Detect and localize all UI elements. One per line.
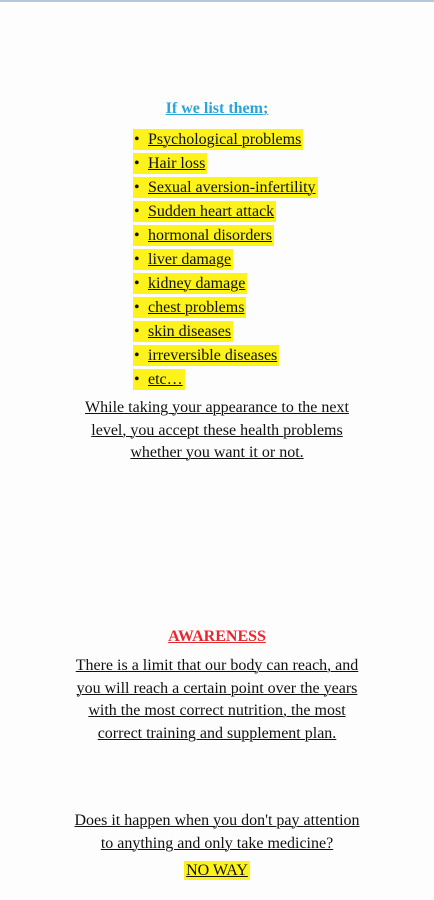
- bullet-icon: •: [134, 347, 140, 364]
- list-item: [133, 176, 318, 200]
- list-item-text: Sexual aversion-infertility: [148, 179, 316, 196]
- health-problems-list: [133, 128, 318, 392]
- list-item-highlight: [133, 345, 279, 366]
- list-item-highlight: [133, 369, 185, 390]
- list-item: [133, 272, 318, 296]
- bullet-icon: •: [134, 227, 140, 244]
- paragraph-line-text: correct training and supplement plan.: [97, 724, 337, 742]
- list-item: [133, 200, 318, 224]
- bullet-icon: •: [134, 179, 140, 196]
- list-item: [133, 152, 318, 176]
- paragraph-line: [0, 833, 434, 856]
- question-paragraph: [0, 810, 434, 855]
- list-item-text: kidney damage: [148, 275, 246, 292]
- list-item-text: Sudden heart attack: [148, 203, 275, 220]
- bullet-icon: •: [134, 371, 140, 388]
- list-item-highlight: [133, 249, 233, 270]
- list-item-text: etc…: [148, 371, 183, 388]
- list-item-highlight: [133, 225, 274, 246]
- list-item: [133, 248, 318, 272]
- bullet-icon: •: [134, 155, 140, 172]
- paragraph-line: [0, 678, 434, 701]
- list-item-text: skin diseases: [148, 323, 232, 340]
- list-item-highlight: [133, 201, 276, 222]
- paragraph-line: [0, 700, 434, 723]
- awareness-paragraph: [0, 655, 434, 745]
- list-item-text: Hair loss: [148, 155, 206, 172]
- bullet-icon: •: [134, 203, 140, 220]
- list-item-highlight: [133, 297, 246, 318]
- list-item-highlight: [133, 321, 233, 342]
- bullet-icon: •: [134, 299, 140, 316]
- list-item-text: Psychological problems: [148, 131, 302, 148]
- list-item-text: hormonal disorders: [148, 227, 272, 244]
- warning-paragraph: [0, 397, 434, 465]
- paragraph-line-text: Does it happen when you don't pay attention: [74, 812, 360, 829]
- paragraph-line: [0, 442, 434, 465]
- paragraph-line: [0, 397, 434, 420]
- list-item-highlight: [133, 177, 318, 198]
- bullet-icon: •: [134, 251, 140, 268]
- paragraph-line: [0, 723, 434, 746]
- list-item: [133, 320, 318, 344]
- paragraph-line-text: There is a limit that our body can reach, and: [75, 657, 359, 674]
- paragraph-line-text: you will reach a certain point over the years: [76, 679, 358, 697]
- paragraph-line-text: While taking your appearance to the next: [85, 399, 349, 416]
- list-item: [133, 224, 318, 248]
- paragraph-line-text: whether you want it or not.: [130, 444, 304, 461]
- paragraph-line-text: to anything and only take medicine?: [100, 834, 334, 852]
- conclusion-highlight: NO WAY: [186, 862, 248, 879]
- list-item: [133, 296, 318, 320]
- list-item-highlight: [133, 153, 207, 174]
- paragraph-line: [0, 810, 434, 833]
- list-item-highlight: [133, 273, 247, 294]
- paragraph-line: [0, 655, 434, 678]
- awareness-heading: AWARENESS: [168, 628, 266, 645]
- list-item: [133, 368, 318, 392]
- list-item-highlight: [133, 129, 303, 150]
- list-item-text: irreversible diseases: [148, 347, 278, 364]
- paragraph-line-text: level, you accept these health problems: [91, 421, 343, 439]
- top-divider: [0, 0, 434, 2]
- list-heading: If we list them;: [165, 100, 269, 117]
- list-item: [133, 344, 318, 368]
- list-item: [133, 128, 318, 152]
- list-item-text: liver damage: [148, 251, 232, 268]
- conclusion-text: [0, 860, 434, 882]
- bullet-icon: •: [134, 275, 140, 292]
- paragraph-line-text: with the most correct nutrition, the most: [88, 702, 346, 719]
- list-item-text: chest problems: [148, 299, 245, 316]
- bullet-icon: •: [134, 131, 140, 148]
- bullet-icon: •: [134, 323, 140, 340]
- paragraph-line: [0, 420, 434, 443]
